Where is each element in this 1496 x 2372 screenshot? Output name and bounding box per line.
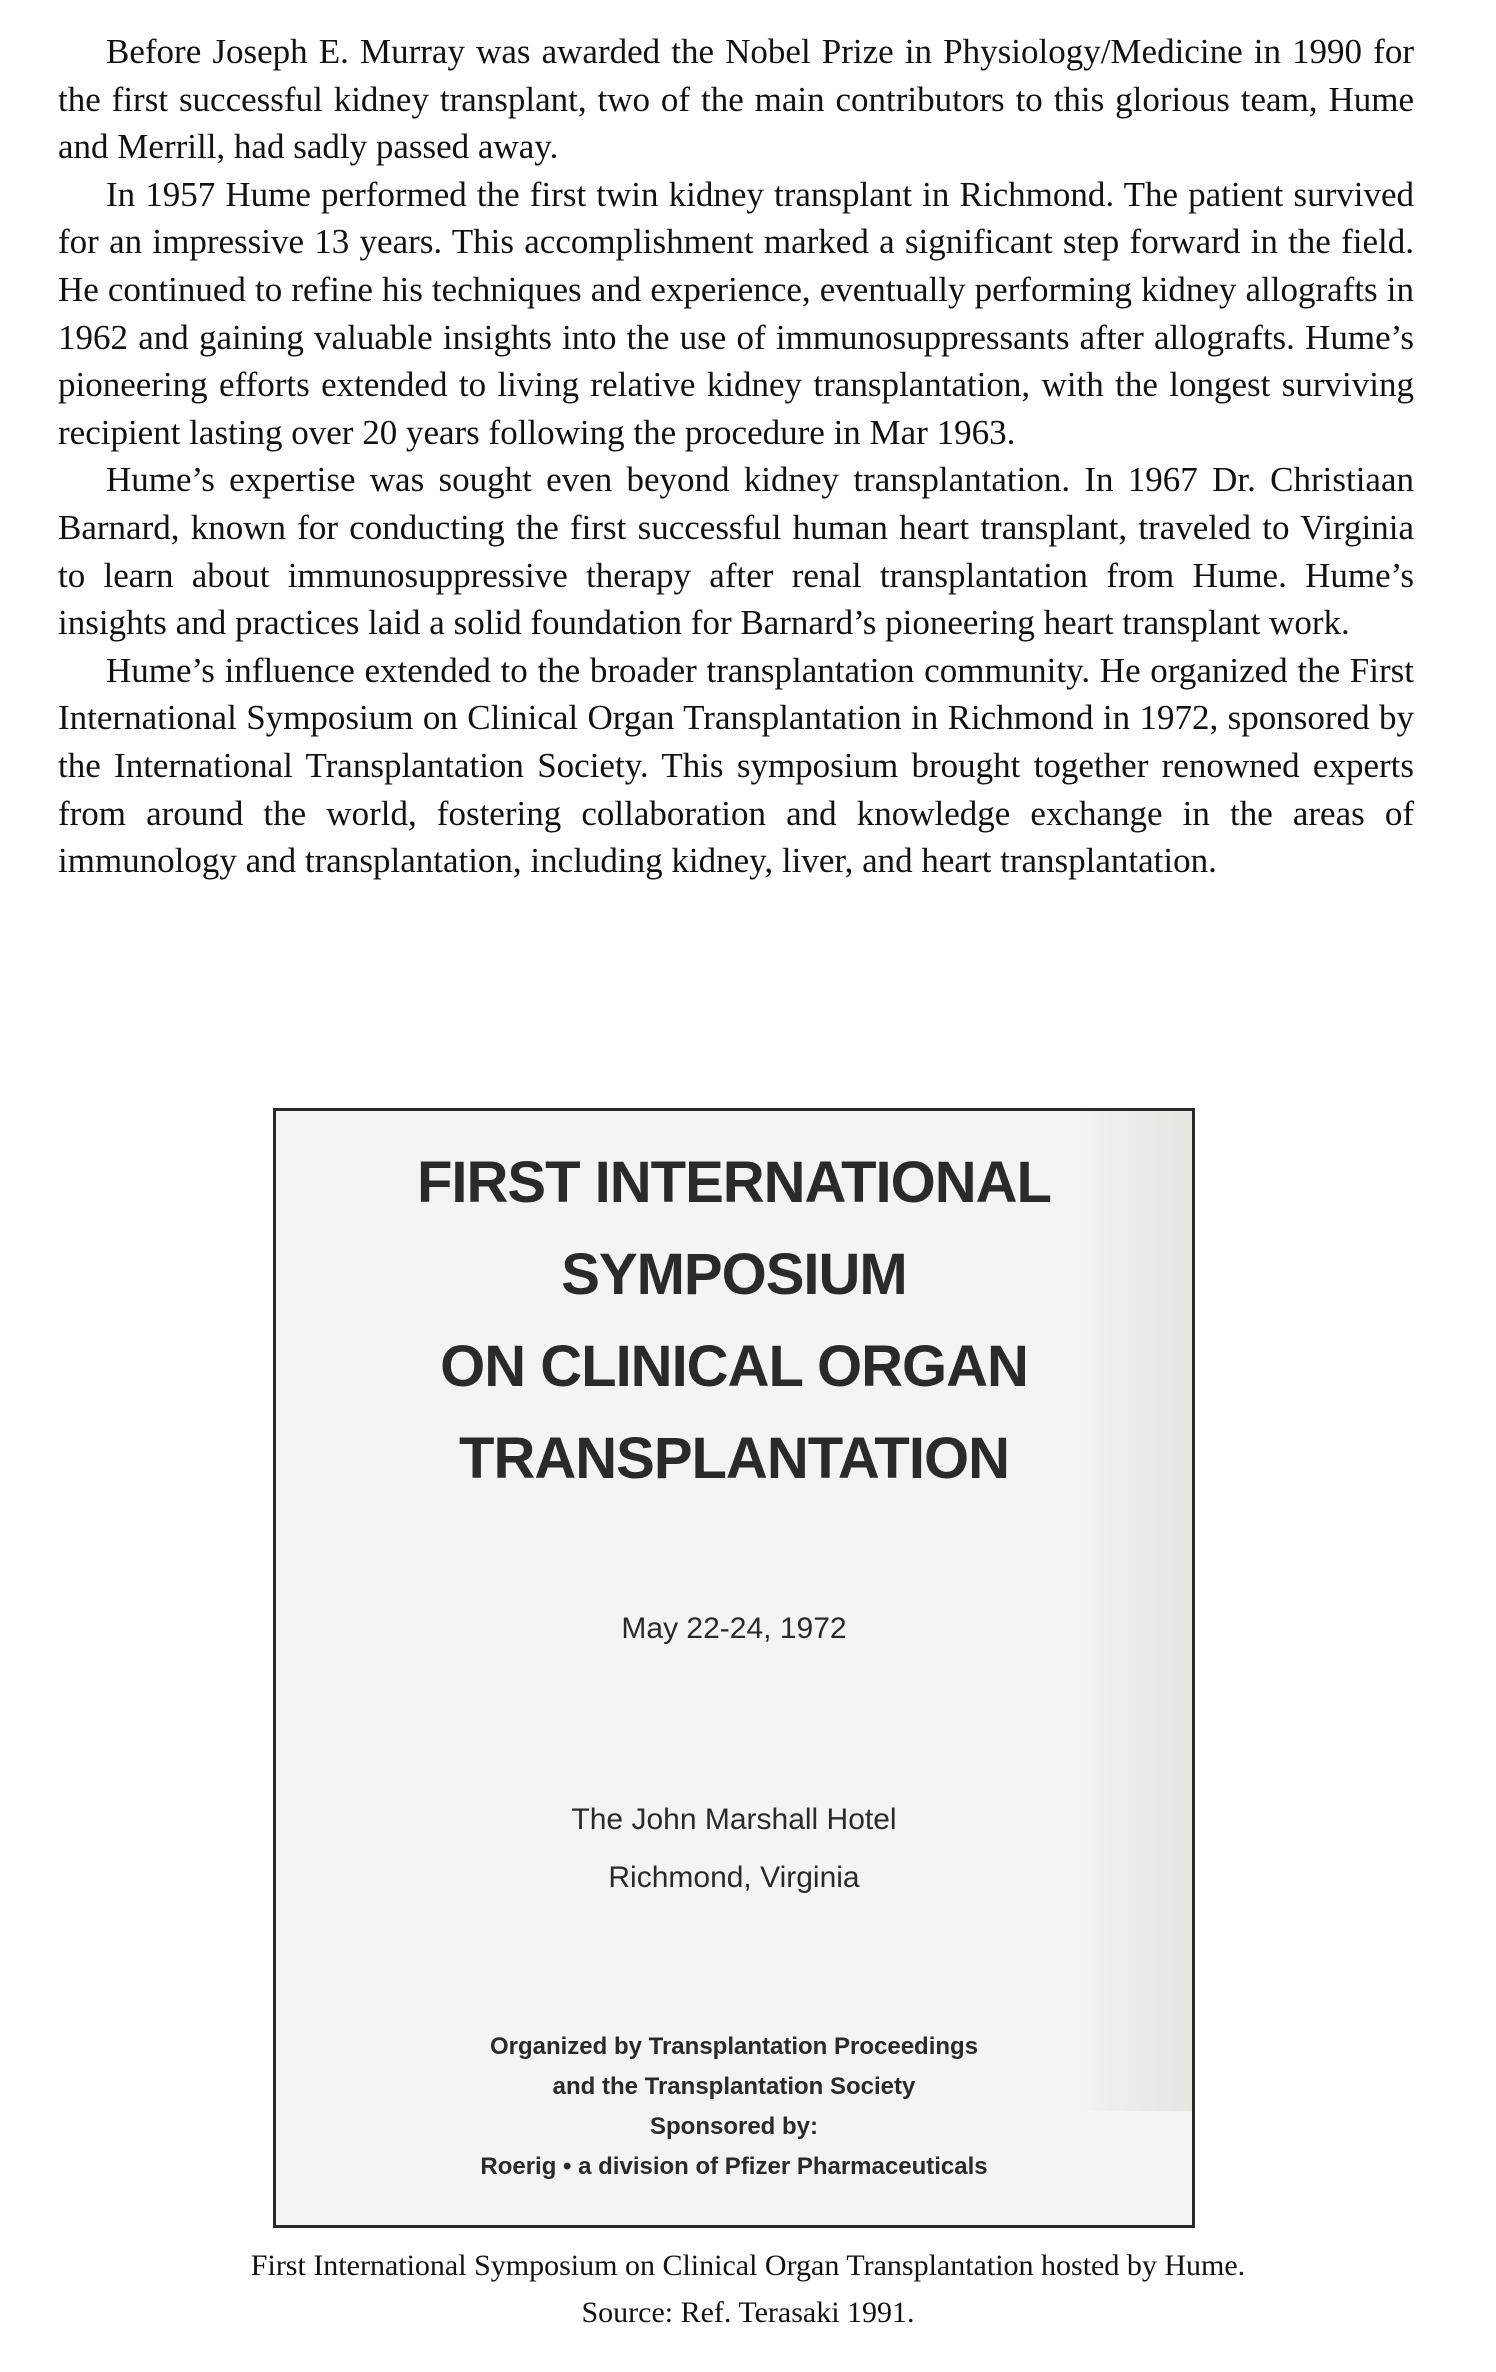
flyer-title-line: ON CLINICAL ORGAN (440, 1334, 1028, 1399)
flyer-title-line: TRANSPLANTATION (459, 1426, 1009, 1491)
paragraph: Hume’s expertise was sought even beyond kidney transplantation. In 1967 Dr. Christiaan Barnard, known for conducting the first successful human heart transplant, traveled to Virginia to learn about immunosuppressive therapy after renal transplantation from Hume. Hume’s insights and practices laid a solid foundation for Barnard’s pioneering heart transplant work. (58, 460, 1414, 643)
flyer-organized-line: and the Transplantation Society (552, 2073, 916, 2100)
paragraph: In 1957 Hume performed the first twin kidney transplant in Richmond. The patient survived for an impressive 13 years. This accomplishment marked a significant step forward in the field. He continued to refine his techniques and experience, eventually performing kidney allografts in 1962 and gaining valuable insights into the use of immunosuppressants after allografts. Hume’s pioneering efforts extended to living relative kidney transplantation, with the longest surviving recipient lasting over 20 years following the procedure in Mar 1963. (58, 174, 1414, 452)
paragraph: Hume’s influence extended to the broader transplantation community. He organized the First International Symposium on Clinical Organ Transplantation in Richmond in 1972, sponsored by the International Transplantation Society. This symposium brought together renowned experts from around the world, fostering collaboration and knowledge exchange in the areas of immunology and transplantation, including kidney, liver, and heart transplantation. (58, 650, 1414, 881)
article-body (58, 28, 1414, 885)
flyer-organized-line: Organized by Transplantation Proceedings (489, 2033, 979, 2060)
figure-caption (0, 2242, 1496, 2336)
flyer-venue-location: Richmond, Virginia (608, 1861, 860, 1894)
flyer-dates: May 22-24, 1972 (621, 1612, 847, 1645)
flyer-venue-name: The John Marshall Hotel (571, 1803, 897, 1836)
flyer-venue (276, 1791, 1192, 1907)
flyer-title-line: SYMPOSIUM (561, 1242, 907, 1307)
paragraph: Before Joseph E. Murray was awarded the Nobel Prize in Physiology/Medicine in 1990 for the first successful kidney transplant, two of the main contributors to this glorious team, Hume and Merrill, had sadly passed away. (58, 32, 1414, 167)
flyer-organizers (276, 2027, 1192, 2187)
caption-source: Source: Ref. Terasaki 1991. (581, 2296, 915, 2329)
flyer-sponsor: Roerig • a division of Pfizer Pharmaceuticals (480, 2153, 988, 2180)
flyer-title (276, 1137, 1192, 1505)
flyer-title-line: FIRST INTERNATIONAL (417, 1150, 1051, 1215)
symposium-flyer-figure (273, 1108, 1195, 2228)
flyer-sponsored-label: Sponsored by: (649, 2113, 818, 2140)
caption-line: First International Symposium on Clinical Organ Transplantation hosted by Hume. (250, 2249, 1246, 2282)
